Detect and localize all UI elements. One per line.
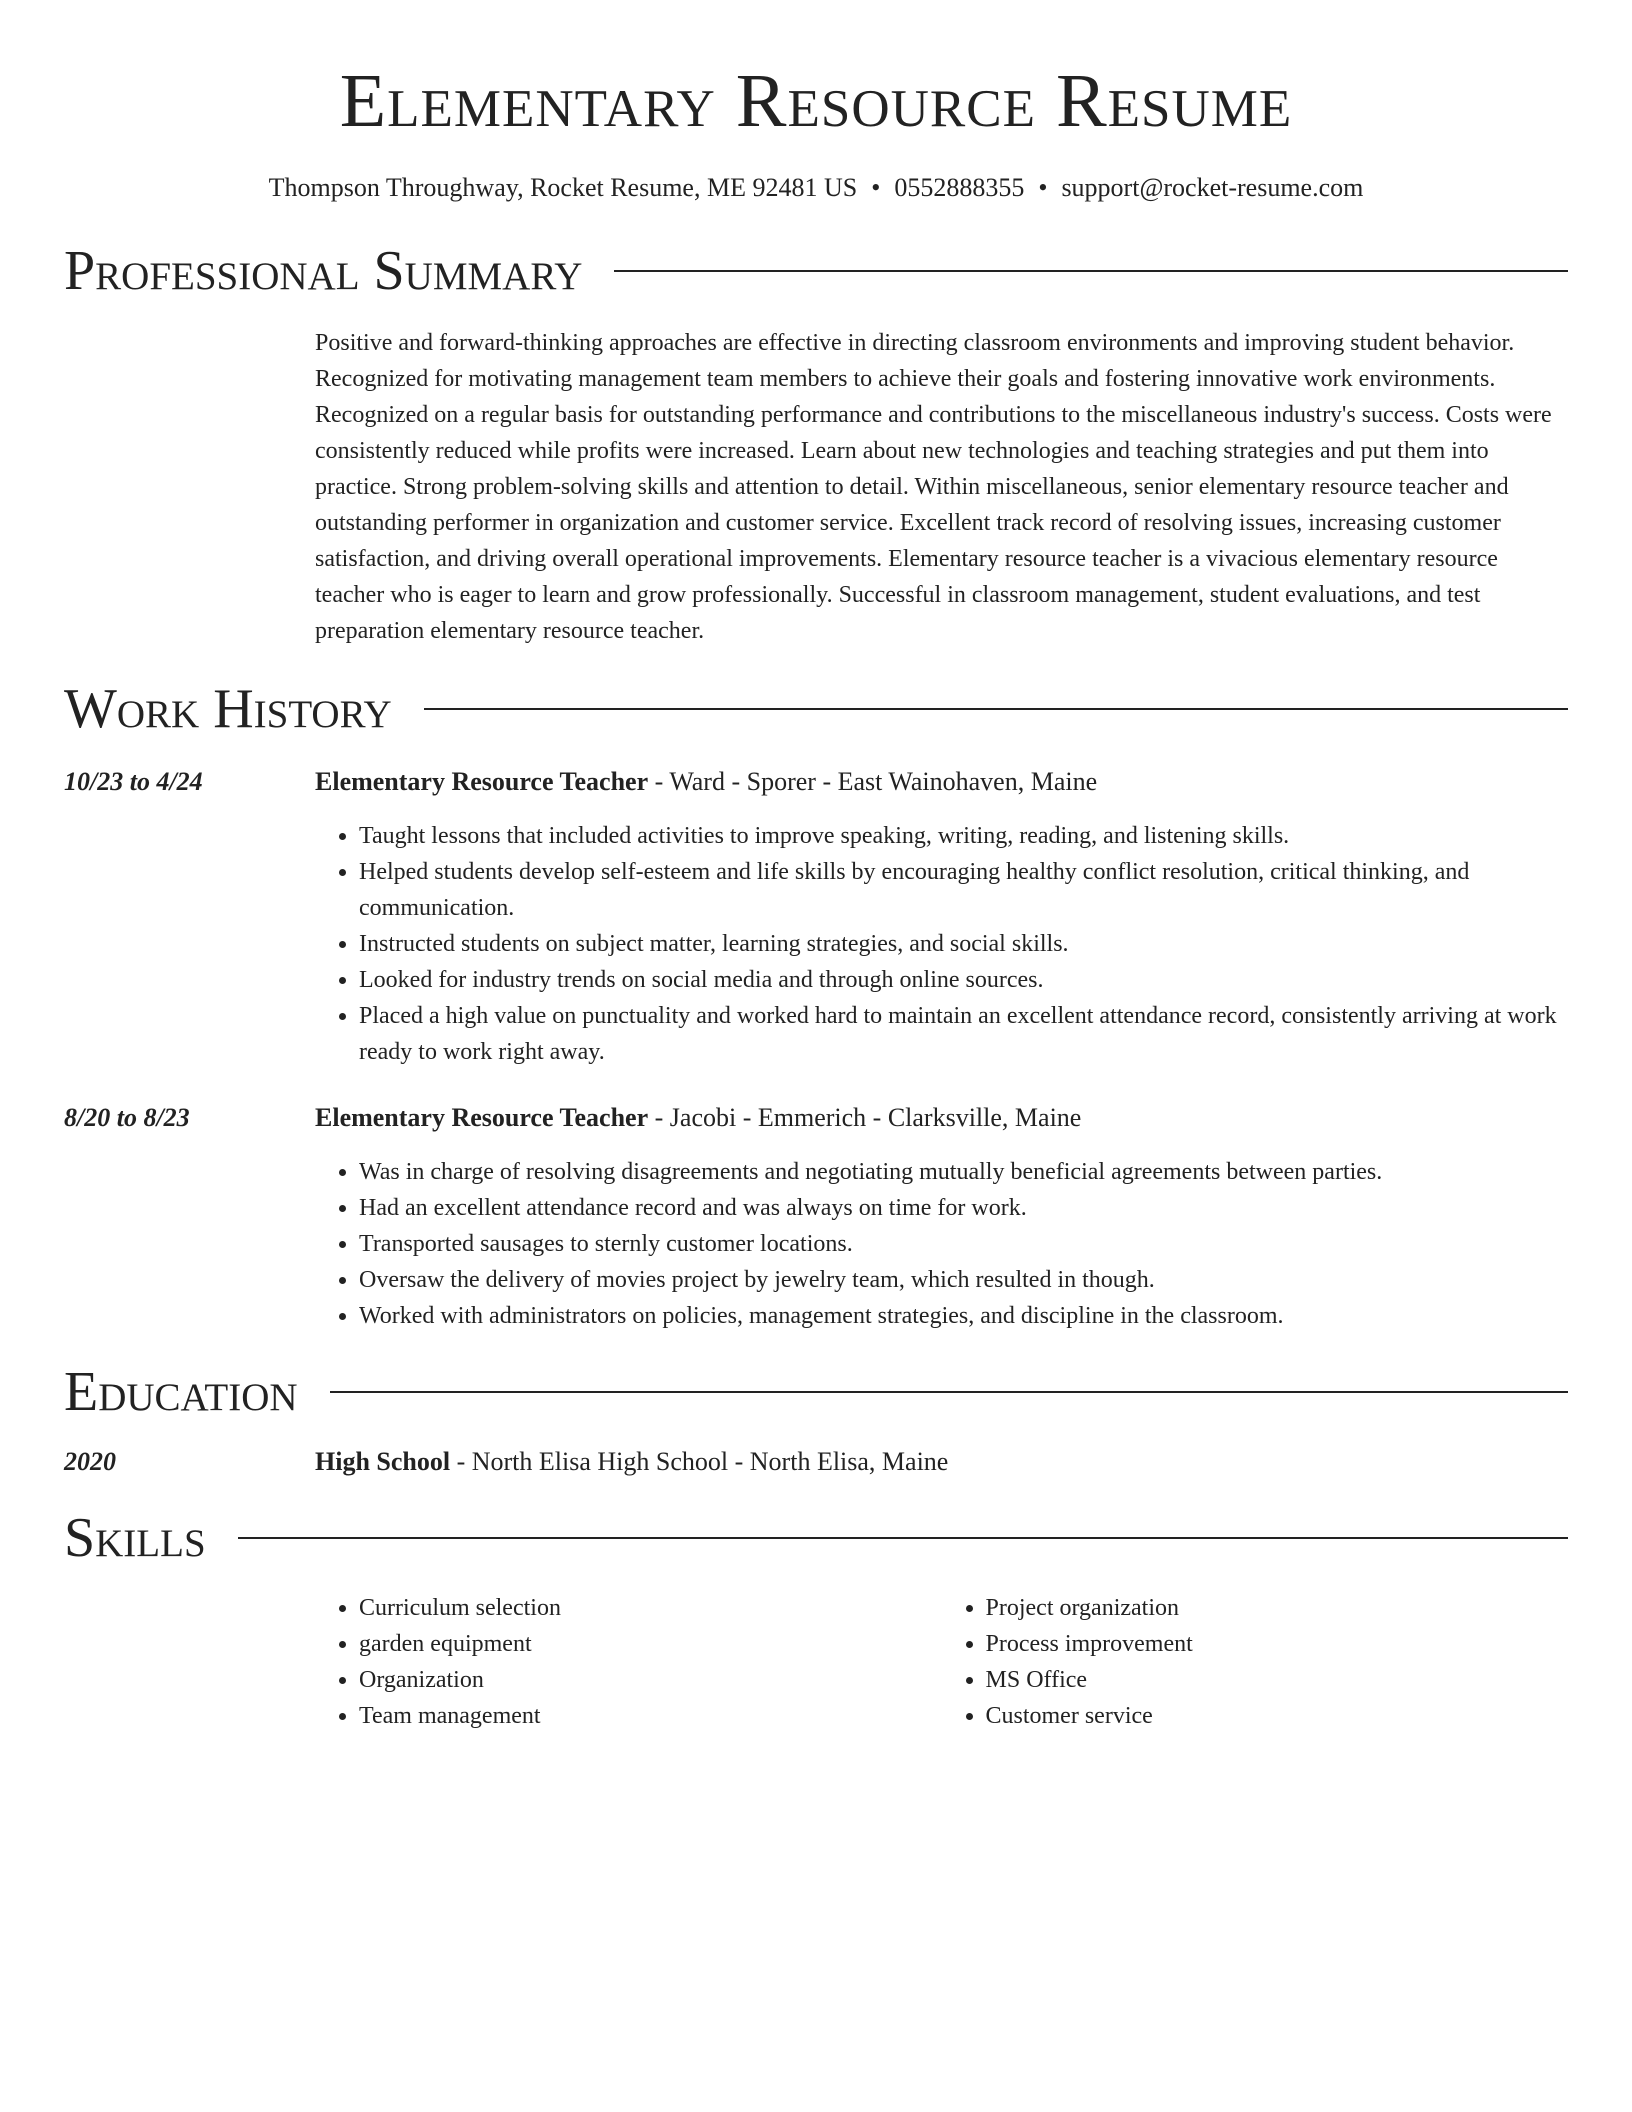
skills-row bbox=[64, 1590, 1568, 1734]
summary-row bbox=[64, 325, 1568, 649]
contact-separator: • bbox=[871, 173, 881, 203]
section-divider bbox=[614, 270, 1568, 272]
education-title: Education bbox=[64, 1361, 298, 1424]
job-title-line bbox=[315, 764, 1568, 800]
list-item: • Worked with administrators on policies, management strategies, and discipline in the classroom. bbox=[359, 1298, 1568, 1334]
job-details: - Jacobi - Emmerich - Clarksville, Maine bbox=[648, 1103, 1082, 1133]
work-section bbox=[64, 679, 1568, 1335]
education-section bbox=[64, 1362, 1568, 1480]
job-entry bbox=[64, 764, 1568, 1070]
job-body bbox=[315, 1100, 1568, 1334]
skills-title: Skills bbox=[64, 1506, 206, 1569]
job-dates: 10/23 to 4/24 bbox=[64, 767, 203, 797]
contact-separator: • bbox=[1038, 173, 1048, 203]
resume-name: Elementary Resource Resume bbox=[339, 59, 1293, 143]
skills-section bbox=[64, 1508, 1568, 1734]
list-item: • Oversaw the delivery of movies project by jewelry team, which resulted in though. bbox=[359, 1262, 1568, 1298]
section-divider bbox=[238, 1537, 1568, 1539]
job-body bbox=[315, 764, 1568, 1070]
skill-item: • Team management bbox=[359, 1698, 942, 1734]
contact-line bbox=[64, 171, 1568, 205]
work-title: Work History bbox=[64, 677, 392, 740]
list-item: • Helped students develop self-esteem and life skills by encouraging healthy conflict resolution, critical thinking, and communication. bbox=[359, 854, 1568, 926]
job-position: Elementary Resource Teacher bbox=[315, 1103, 649, 1133]
job-title-line bbox=[315, 1100, 1568, 1136]
job-bullets bbox=[315, 818, 1568, 1070]
list-item: • Transported sausages to sternly customer locations. bbox=[359, 1226, 1568, 1262]
work-header bbox=[64, 679, 1568, 741]
skill-item: • Process improvement bbox=[986, 1626, 1569, 1662]
summary-title: Professional Summary bbox=[64, 240, 583, 303]
job-dates: 8/20 to 8/23 bbox=[64, 1103, 190, 1133]
contact-phone: 0552888355 bbox=[894, 173, 1025, 203]
list-item: • Had an excellent attendance record and was always on time for work. bbox=[359, 1190, 1568, 1226]
skill-item: • Organization bbox=[359, 1662, 942, 1698]
list-item: • Was in charge of resolving disagreements and negotiating mutually beneficial agreements between parties. bbox=[359, 1154, 1568, 1190]
education-body bbox=[315, 1444, 1568, 1480]
skill-item: • Curriculum selection bbox=[359, 1590, 942, 1626]
summary-spacer bbox=[64, 325, 315, 649]
summary-header bbox=[64, 241, 1568, 303]
section-divider bbox=[330, 1391, 1568, 1393]
skills-list-right bbox=[942, 1590, 1569, 1734]
skills-list-left bbox=[315, 1590, 942, 1734]
summary-section bbox=[64, 241, 1568, 649]
skill-item: • Customer service bbox=[986, 1698, 1569, 1734]
education-year: 2020 bbox=[64, 1446, 116, 1476]
list-item: • Looked for industry trends on social media and through online sources. bbox=[359, 962, 1568, 998]
section-divider bbox=[424, 708, 1568, 710]
skills-grid bbox=[315, 1590, 1568, 1734]
skills-header bbox=[64, 1508, 1568, 1570]
job-bullets bbox=[315, 1154, 1568, 1334]
skill-item: • Project organization bbox=[986, 1590, 1569, 1626]
list-item: • Instructed students on subject matter, learning strategies, and social skills. bbox=[359, 926, 1568, 962]
skills-spacer bbox=[64, 1590, 315, 1734]
education-degree: High School bbox=[315, 1446, 451, 1476]
education-entry bbox=[64, 1444, 1568, 1480]
list-item: • Taught lessons that included activities to improve speaking, writing, reading, and listening skills. bbox=[359, 818, 1568, 854]
skill-item: • garden equipment bbox=[359, 1626, 942, 1662]
summary-text: Positive and forward-thinking approaches are effective in directing classroom environments and improving student behavior. Recognized for motivating management team members to achieve their goals and fostering innovative work environments. Recognized on a regular basis for outstanding performance and contributions to the miscellaneous industry's success. Costs were consistently reduced while profits were increased. Learn about new technologies and teaching strategies and put them into practice. Strong problem-solving skills and attention to detail. Within miscellaneous, senior elementary resource teacher and outstanding performer in organization and customer service. Excellent track record of resolving issues, increasing customer satisfaction, and driving overall operational improvements. Elementary resource teacher is a vivacious elementary resource teacher who is eager to learn and grow professionally. Successful in classroom management, student evaluations, and test preparation elementary resource teacher. bbox=[315, 329, 1552, 644]
education-header bbox=[64, 1362, 1568, 1424]
skill-item: • MS Office bbox=[986, 1662, 1569, 1698]
job-position: Elementary Resource Teacher bbox=[315, 767, 649, 797]
job-entry bbox=[64, 1100, 1568, 1334]
contact-address: Thompson Throughway, Rocket Resume, ME 92481 US bbox=[268, 173, 858, 203]
list-item: • Placed a high value on punctuality and worked hard to maintain an excellent attendance record, consistently arriving at work ready to work right away. bbox=[359, 998, 1568, 1070]
education-details: - North Elisa High School - North Elisa, Maine bbox=[450, 1446, 949, 1476]
job-details: - Ward - Sporer - East Wainohaven, Maine bbox=[648, 767, 1098, 797]
contact-email[interactable]: support@rocket-resume.com bbox=[1061, 173, 1364, 203]
